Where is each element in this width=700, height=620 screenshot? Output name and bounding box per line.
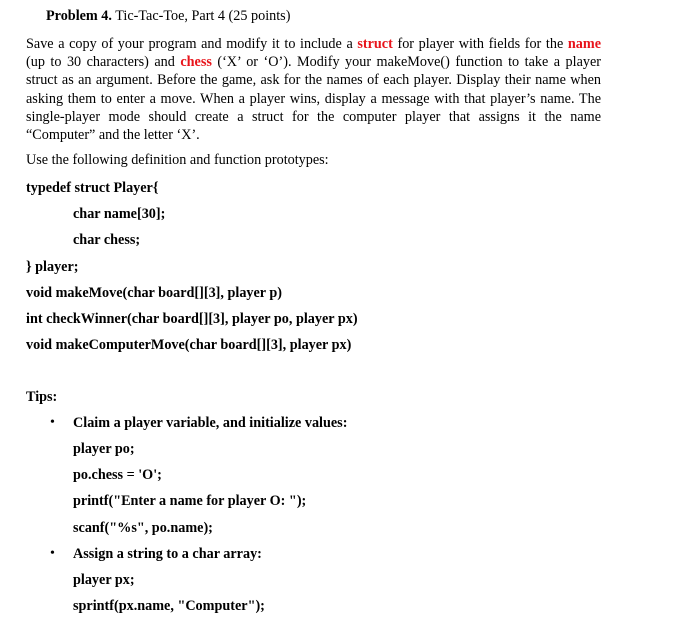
prototype-check-winner: int checkWinner(char board[][3], player po, player px) [26, 311, 358, 327]
tip-2-label: Assign a string to a char array: [73, 546, 262, 562]
bullet-icon: • [50, 546, 55, 561]
description-text: (‘X’ or ‘O’). Modify your makeMove() function to take a player [211, 54, 601, 71]
description-line-4: asking them to enter a move. When a player wins, display a message with that player’s name. The [26, 90, 601, 107]
tip-1-code-line: player po; [73, 441, 135, 457]
definition-intro: Use the following definition and function prototypes: [26, 152, 329, 168]
problem-description [26, 35, 601, 144]
problem-title [46, 8, 290, 25]
keyword-name: name [567, 36, 601, 52]
problem-heading: Tic-Tac-Toe, Part 4 (25 points) [111, 8, 291, 24]
description-line-1 [26, 35, 601, 53]
prototype-make-computer-move: void makeComputerMove(char board[][3], player px) [26, 337, 352, 353]
tip-1-label: Claim a player variable, and initialize values: [73, 415, 348, 431]
keyword-chess: chess [180, 54, 212, 71]
typedef-closing: } player; [26, 259, 79, 275]
description-line-5: single-player mode should create a struct for the computer player that assigns it the name [26, 108, 601, 125]
tip-1-code-line: po.chess = 'O'; [73, 467, 162, 483]
description-text: (up to 30 characters) and [26, 54, 181, 71]
tip-1-code-line: printf("Enter a name for player O: "); [73, 493, 307, 509]
description-line-3: struct as an argument. Before the game, ask for the names of each player. Display their name when [26, 72, 601, 89]
description-line-6: “Computer” and the letter ‘X’. [26, 127, 200, 144]
prototype-make-move: void makeMove(char board[][3], player p) [26, 285, 283, 301]
tip-2-code-line: player px; [73, 572, 135, 588]
typedef-line: typedef struct Player{ [26, 180, 159, 196]
description-text: for player with fields for the [392, 36, 568, 52]
description-line-2 [26, 53, 601, 71]
tip-1-code-line: scanf("%s", po.name); [73, 520, 213, 536]
problem-number: Problem 4. [46, 8, 112, 24]
struct-field-name: char name[30]; [73, 206, 166, 222]
description-text: Save a copy of your program and modify it to include a [26, 36, 358, 52]
struct-field-chess: char chess; [73, 232, 141, 248]
tips-heading: Tips: [26, 389, 58, 405]
bullet-icon: • [50, 415, 55, 430]
keyword-struct: struct [357, 36, 393, 52]
tip-2-code-line: sprintf(px.name, "Computer"); [73, 598, 265, 614]
